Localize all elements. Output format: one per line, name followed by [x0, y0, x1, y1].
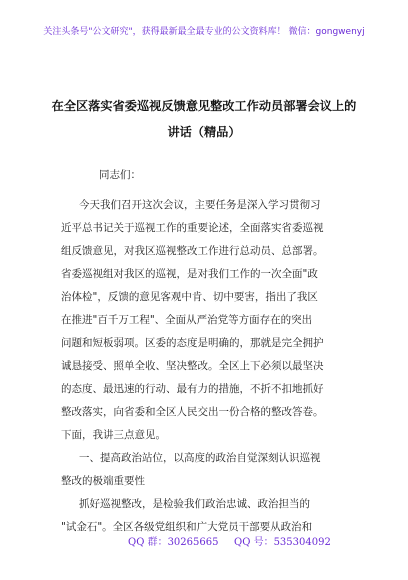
body-line: 今天我们召开这次会议，主要任务是深入学习贯彻习: [79, 199, 321, 211]
body-line: 诚恳接受、照单全收、坚决整改。全区上下必须以最坚决: [61, 360, 324, 372]
body-line: 抓好巡视整改，是检验我们政治忠诚、政治担当的: [79, 498, 310, 510]
footer-qq-group: QQ 群：30265665: [128, 537, 219, 548]
body-line: 组反馈意见，对我区巡视整改工作进行总动员、总部署。: [61, 245, 324, 257]
body-line: 省委巡视组对我区的巡视，是对我们工作的一次全面"政: [61, 268, 318, 280]
footer-qq-number: QQ 号：535304092: [234, 537, 331, 548]
body-line: 下面，我讲三点意见。: [61, 429, 166, 441]
body-line: 近平总书记关于巡视工作的重要论述，全面落实省委巡视: [61, 222, 324, 234]
salutation: 同志们：: [99, 169, 141, 181]
body-line: 在推进"百千万工程"、全面从严治党等方面存在的突出: [61, 314, 313, 326]
document-title-line-2: 讲话（精品）: [167, 125, 241, 139]
footer-contact: [0, 536, 408, 550]
document-title-line-1: 在全区落实省委巡视反馈意见整改工作动员部署会议上的: [51, 99, 357, 113]
body-line: 治体检"，反馈的意见客观中肯、切中要害，指出了我区: [61, 291, 318, 303]
header-note: 关注头条号"公文研究"，获得最新最全最专业的公文资料库！ 微信：gongwenyj: [43, 27, 365, 37]
section-heading-line: 整改的极端重要性: [61, 475, 145, 487]
body-line: "试金石"。全区各级党组织和广大党员干部要从政治和: [61, 521, 313, 533]
body-line: 的态度、最迅速的行动、最有力的措施，不折不扣地抓好: [61, 383, 324, 395]
body-line: 问题和短板弱项。区委的态度是明确的，那就是完全拥护: [61, 337, 324, 349]
section-heading-line: 一、提高政治站位，以高度的政治自觉深刻认识巡视: [79, 452, 321, 464]
body-line: 整改落实，向省委和全区人民交出一份合格的整改答卷。: [61, 406, 324, 418]
